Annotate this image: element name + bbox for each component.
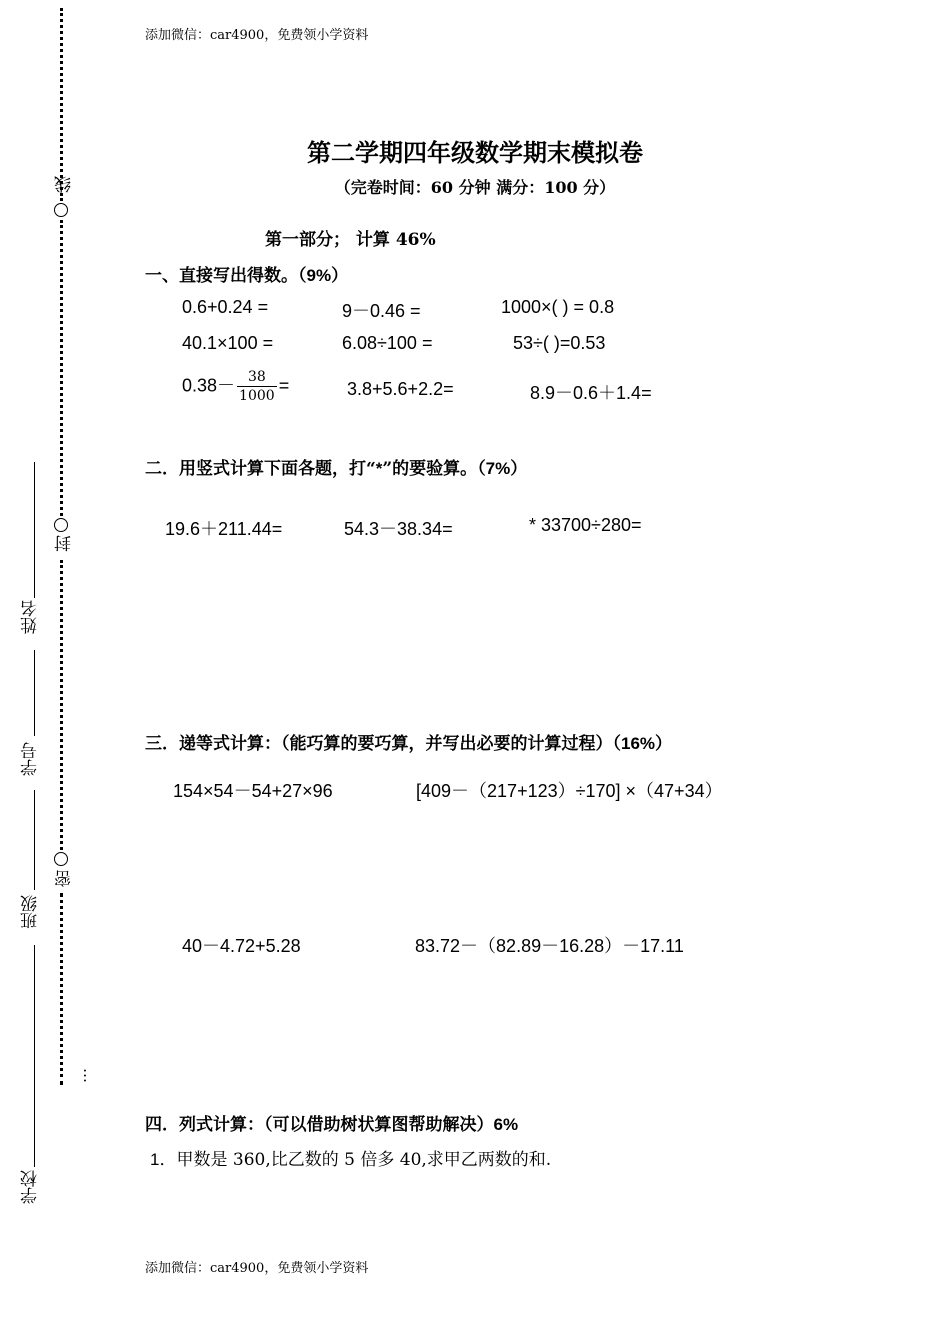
s4-question-1 bbox=[150, 1145, 551, 1170]
section2-star: * bbox=[375, 459, 383, 478]
s4-question-number: 1． bbox=[150, 1150, 177, 1169]
s1-problem: 8.9－0.6＋1.4= bbox=[530, 383, 652, 403]
binding-dots: … bbox=[80, 1068, 98, 1083]
header-note: 添加微信：car4900，免费领小学资料 bbox=[145, 28, 369, 43]
s1-problem: 6.08÷100 = bbox=[342, 333, 433, 353]
s3-problem: 83.72－（82.89－16.28）－17.11 bbox=[415, 936, 684, 956]
school-underline bbox=[34, 945, 35, 1167]
section2-heading bbox=[145, 454, 527, 479]
s1-problem: 1000×( ) = 0.8 bbox=[501, 297, 615, 317]
binding-circle bbox=[54, 518, 68, 532]
part1-heading: 第一部分； 计算 46% bbox=[265, 230, 436, 250]
name-label: 姓名 bbox=[21, 600, 41, 634]
page-title: 第二学期四年级数学期末模拟卷 bbox=[307, 138, 643, 167]
section4-heading bbox=[145, 1110, 518, 1135]
s1-problem: 0.6+0.24 = bbox=[182, 297, 269, 317]
class-label: 班级 bbox=[21, 895, 41, 929]
s3-problem: 40－4.72+5.28 bbox=[182, 936, 301, 956]
footer-note: 添加微信：car4900，免费领小学资料 bbox=[145, 1261, 369, 1276]
s3-problem: 154×54－54+27×96 bbox=[173, 781, 333, 801]
s2-problem: 54.3－38.34= bbox=[344, 519, 453, 539]
s3-problem: [409－（217+123）÷170] ×（47+34） bbox=[416, 781, 723, 801]
s4-question-text: 甲数是 360,比乙数的 5 倍多 40,求甲乙两数的和. bbox=[176, 1150, 552, 1170]
section3-score: （16%） bbox=[612, 734, 673, 753]
s2-problem: 19.6＋211.44= bbox=[165, 519, 283, 539]
section4-title: 四．列式计算：（可以借助树状算图帮助解决） bbox=[145, 1115, 494, 1135]
section2-title: 二．用竖式计算下面各题，打“ bbox=[145, 459, 376, 479]
fraction-denominator: 1000 bbox=[239, 388, 275, 404]
section1-score: （9%） bbox=[298, 266, 349, 285]
section3-title: 三．递等式计算：（能巧算的要巧算，并写出必要的计算过程） bbox=[145, 734, 613, 754]
section3-heading bbox=[145, 729, 672, 754]
s1-fraction-problem bbox=[182, 368, 289, 405]
school-label: 学校 bbox=[21, 1170, 41, 1204]
binding-circle bbox=[54, 852, 68, 866]
binding-dotted-line bbox=[60, 893, 63, 1085]
s1-problem: 40.1×100 = bbox=[182, 333, 274, 353]
fraction bbox=[237, 368, 277, 405]
section2-title-tail: ”的要验算。 bbox=[382, 459, 478, 479]
s2-problem: * 33700÷280= bbox=[529, 515, 642, 535]
binding-dotted-line bbox=[60, 220, 63, 516]
name-underline bbox=[34, 462, 35, 598]
s1-problem: 53÷( )=0.53 bbox=[513, 333, 606, 353]
number-underline bbox=[34, 650, 35, 736]
fraction-prefix: 0.38－ bbox=[182, 375, 236, 396]
class-underline bbox=[34, 790, 35, 890]
section1-heading bbox=[145, 261, 348, 286]
section1-title: 一、直接写出得数。 bbox=[145, 266, 298, 286]
s1-problem: 9－0.46 = bbox=[342, 301, 421, 321]
binding-dotted-line bbox=[60, 8, 63, 201]
fraction-suffix: = bbox=[278, 375, 290, 396]
line-char: 线 bbox=[55, 176, 75, 193]
fraction-numerator: 38 bbox=[247, 369, 266, 385]
binding-dotted-line bbox=[60, 560, 63, 850]
page-subtitle: （完卷时间：60 分钟 满分：100 分） bbox=[334, 178, 616, 197]
section4-score: 6% bbox=[493, 1115, 519, 1134]
number-label: 学号 bbox=[21, 742, 41, 776]
s1-problem: 3.8+5.6+2.2= bbox=[347, 379, 454, 399]
section2-score: （7%） bbox=[477, 459, 528, 478]
binding-circle bbox=[54, 203, 68, 217]
seal-char: 封 bbox=[55, 535, 75, 552]
secret-char: 密 bbox=[55, 870, 75, 887]
